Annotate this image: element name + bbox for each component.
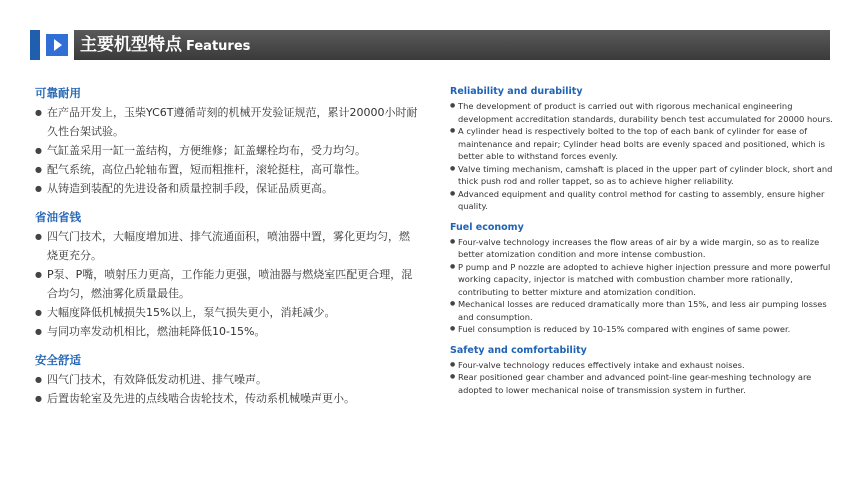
- list-item: ● P泵、P嘴，喷射压力更高，工作能力更强，喷油器与燃烧室匹配更合理，混合均匀，燃油雾化质量最佳。: [35, 265, 420, 303]
- left-column: [35, 86, 420, 420]
- feature-list: [35, 227, 420, 341]
- section-safety-en: [450, 345, 835, 397]
- list-item: ● Advanced equipment and quality control method for casting to assembly, ensure higher quality.: [450, 188, 835, 213]
- list-item: ● Mechanical losses are reduced dramatically more than 15%, and less air pumping losses and consumption.: [450, 298, 835, 323]
- section-reliability-cn: [35, 86, 420, 198]
- list-item: ● P pump and P nozzle are adopted to achieve higher injection pressure and more powerful working capacity, injector is matched with combustion chamber more rationally, contributing to better mixture and atomization condition.: [450, 261, 835, 299]
- section-title: 省油省钱: [35, 210, 81, 224]
- section-economy-cn: [35, 210, 420, 341]
- list-item: ● 四气门技术，大幅度增加进、排气流通面积，喷油器中置，雾化更均匀，燃烧更充分。: [35, 227, 420, 265]
- list-item: ● Fuel consumption is reduced by 10-15% compared with engines of same power.: [450, 323, 835, 336]
- list-item: ● 后置齿轮室及先进的点线啮合齿轮技术，传动系机械噪声更小。: [35, 389, 420, 408]
- section-reliability-en: [450, 86, 835, 213]
- list-item: ● 配气系统，高位凸轮轴布置，短而粗推杆，滚轮挺柱，高可靠性。: [35, 160, 420, 179]
- section-safety-cn: [35, 353, 420, 408]
- section-header: [30, 30, 830, 60]
- section-title: Safety and comfortability: [450, 344, 587, 356]
- header-tab-edge: [30, 30, 40, 60]
- feature-list: [450, 100, 835, 213]
- list-item: ● 与同功率发动机相比，燃油耗降低10-15%。: [35, 322, 420, 341]
- feature-list: [450, 236, 835, 336]
- list-item: ● The development of product is carried out with rigorous mechanical engineering development accreditation standards, durability bench test accumulated for 20000 hours.: [450, 100, 835, 125]
- feature-list: [35, 370, 420, 408]
- section-title: 安全舒适: [35, 353, 81, 367]
- list-item: ● 在产品开发上，玉柴YC6T遵循苛刻的机械开发验证规范，累计20000小时耐久性台架试验。: [35, 103, 420, 141]
- page-title: [80, 34, 250, 58]
- right-column: [450, 86, 835, 405]
- feature-list: [450, 359, 835, 397]
- list-item: ● Valve timing mechanism, camshaft is placed in the upper part of cylinder block, short and thick push rod and roller tappet, so as to achieve higher reliability.: [450, 163, 835, 188]
- title-cn: 主要机型特点: [80, 35, 182, 55]
- section-title: Fuel economy: [450, 221, 524, 233]
- list-item: ● A cylinder head is respectively bolted to the top of each bank of cylinder for ease of maintenance and repair; Cylinder head bolts are evenly spaced and positioned, which is better able to withstand forces evenly.: [450, 125, 835, 163]
- list-item: ● 从铸造到装配的先进设备和质量控制手段，保证品质更高。: [35, 179, 420, 198]
- list-item: ● Four-valve technology reduces effectively intake and exhaust noises.: [450, 359, 835, 372]
- section-economy-en: [450, 222, 835, 336]
- section-title: Reliability and durability: [450, 86, 583, 97]
- list-item: ● 四气门技术，有效降低发动机进、排气噪声。: [35, 370, 420, 389]
- list-item: ● 气缸盖采用一缸一盖结构，方便维修；缸盖螺栓均布，受力均匀。: [35, 141, 420, 160]
- list-item: ● Rear positioned gear chamber and advanced point-line gear-meshing technology are adopted to lower mechanical noise of transmission system in further.: [450, 371, 835, 396]
- title-en: Features: [186, 39, 251, 54]
- list-item: ● 大幅度降低机械损失15%以上，泵气损失更小，消耗减少。: [35, 303, 420, 322]
- section-title: 可靠耐用: [35, 86, 81, 100]
- feature-list: [35, 103, 420, 198]
- play-icon: [46, 34, 68, 56]
- list-item: ● Four-valve technology increases the flow areas of air by a wide margin, so as to realize better atomization condition and more intense combustion.: [450, 236, 835, 261]
